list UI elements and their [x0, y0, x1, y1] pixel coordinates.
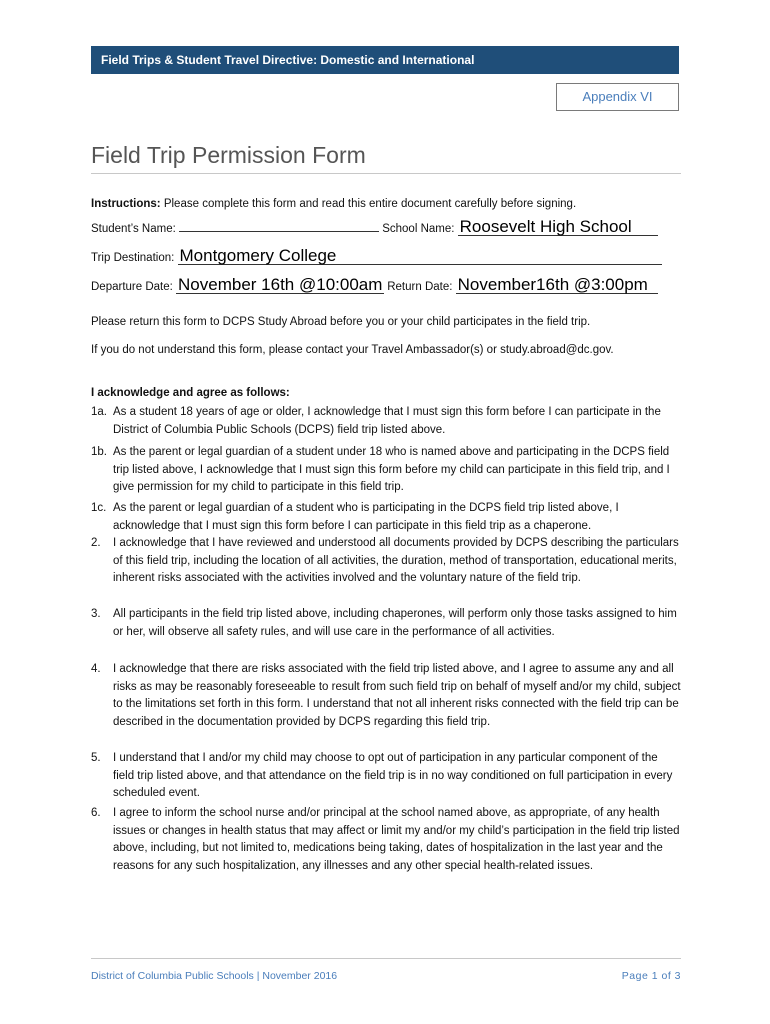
- list-item: [91, 535, 681, 588]
- list-item: [91, 444, 681, 497]
- item-text: As the parent or legal guardian of a student under 18 who is named above and participating in the DCPS field trip listed above, I acknowledge that I must sign this form before my child can participate in this field trip, and I give permission for my child to participate in this field trip.: [113, 446, 670, 493]
- appendix-label: Appendix VI: [556, 83, 679, 111]
- trip-destination-field[interactable]: Montgomery College: [178, 248, 662, 265]
- item-text: I agree to inform the school nurse and/or principal at the school named above, as appropriate, of any health issues or changes in health status that may affect or limit my and/or my child’s participation in the field trip listed above, including, but not limited to, medications being taking, dates of hospitalization in the last year and the reasons for any such hospitalization, any illnesses and any other special health-related issues.: [113, 807, 680, 872]
- footer-org-date: District of Columbia Public Schools | November 2016: [91, 970, 338, 982]
- return-date-label: Return Date:: [387, 281, 453, 293]
- item-number: 1b.: [91, 446, 107, 458]
- student-name-field[interactable]: [179, 219, 379, 232]
- list-item: [91, 750, 681, 803]
- item-number: 1c.: [91, 502, 107, 514]
- list-item: [91, 606, 681, 641]
- return-note: Please return this form to DCPS Study Abroad before you or your child participates in the field trip.: [91, 316, 591, 328]
- list-item: [91, 661, 681, 731]
- item-number: 4.: [91, 663, 101, 675]
- page-title: Field Trip Permission Form: [91, 142, 681, 174]
- contact-note: If you do not understand this form, please contact your Travel Ambassador(s) or study.abroad@dc.gov.: [91, 344, 614, 356]
- list-item: [91, 404, 681, 439]
- footer-divider: [91, 958, 681, 959]
- page-number: Page 1 of 3: [621, 970, 681, 982]
- item-text: All participants in the field trip listed above, including chaperones, will perform only those tasks assigned to him or her, will observe all safety rules, and will use care in the performance of all activities.: [113, 608, 677, 638]
- item-number: 1a.: [91, 406, 107, 418]
- trip-destination-label: Trip Destination:: [91, 252, 175, 264]
- trip-destination-row: [91, 248, 662, 265]
- item-number: 3.: [91, 608, 101, 620]
- student-school-row: [91, 219, 658, 236]
- item-text: As a student 18 years of age or older, I acknowledge that I must sign this form before I can participate in the District of Columbia Public Schools (DCPS) field trip listed above.: [113, 406, 661, 436]
- return-date-field[interactable]: November16th @3:00pm: [456, 277, 658, 294]
- item-text: I acknowledge that I have reviewed and understood all documents provided by DCPS describing the particulars of this field trip, including the location of all activities, the duration, method of transportation, educational merits, inherent risks associated with the activities involved and the voluntary nature of the field trip.: [113, 537, 679, 584]
- item-number: 6.: [91, 807, 101, 819]
- document-header-bar: [91, 46, 679, 74]
- instructions-text: Please complete this form and read this entire document carefully before signing.: [160, 198, 577, 210]
- item-text: I understand that I and/or my child may choose to opt out of participation in any particular component of the field trip listed above, and that attendance on the field trip is in no way conditioned on full participation in every scheduled event.: [113, 752, 673, 799]
- item-number: 2.: [91, 537, 101, 549]
- school-name-field[interactable]: Roosevelt High School: [458, 219, 658, 236]
- list-item: [91, 500, 681, 535]
- header-title: Field Trips & Student Travel Directive: Domestic and International: [101, 53, 475, 67]
- item-text: As the parent or legal guardian of a student who is participating in the DCPS field trip listed above, I acknowledge that I must sign this form before I can participate in this field trip as a chaperone.: [113, 502, 619, 532]
- item-text: I acknowledge that there are risks associated with the field trip listed above, and I agree to assume any and all risks as may be reasonably foreseeable to result from such field trip on behalf of myself and/or my child, subject to the limitations set forth in this form. I understand that not all inherent risks connected with the field trip can be described in the documentation provided by DCPS regarding this field trip.: [113, 663, 681, 728]
- instructions-label: Instructions:: [91, 198, 161, 210]
- item-number: 5.: [91, 752, 101, 764]
- departure-date-field[interactable]: November 16th @10:00am: [178, 275, 383, 294]
- departure-date-label: Departure Date:: [91, 281, 173, 293]
- instructions-line: [91, 198, 576, 210]
- list-item: [91, 805, 681, 875]
- school-name-label: School Name:: [382, 223, 455, 235]
- student-name-label: Student’s Name:: [91, 223, 176, 235]
- acknowledgement-heading: I acknowledge and agree as follows:: [91, 387, 290, 399]
- dates-row: [91, 277, 658, 294]
